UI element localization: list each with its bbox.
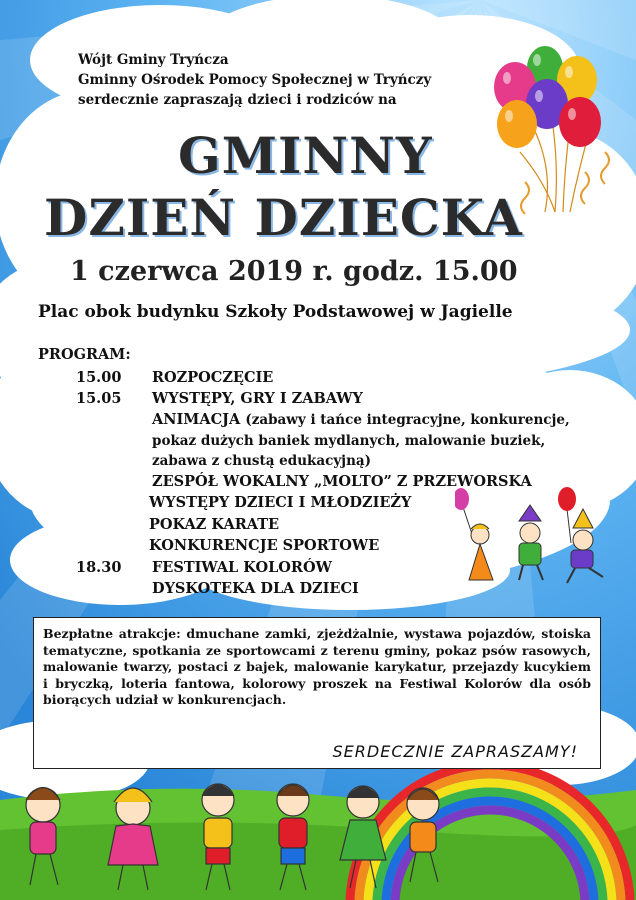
event-place: Plac obok budynku Szkoły Podstawowej w Jagielle <box>38 302 513 322</box>
title-line-1: GMINNY <box>178 126 433 185</box>
attractions-text: Bezpłatne atrakcje: dmuchane zamki, zjeżdżalnie, wystawa pojazdów, stoiska tematyczne, spotkania ze sportowcami z terenu gminy, pokaz psów rasowych, malowanie twarzy, postaci z bajek, malowanie karykatur, przejazdy kucykiem i bryczką, loteria fantowa, kolorowy proszek na Festiwal Kolorów dla osób biorących udział w konkurencjach. <box>43 626 591 708</box>
event-date: 1 czerwca 2019 r. godz. 15.00 <box>70 256 518 287</box>
program-item-games: WYSTĘPY, GRY I ZABAWY <box>152 390 363 407</box>
invitation-line: serdecznie zapraszają dzieci i rodziców na <box>78 92 397 108</box>
closing-invitation: SERDECZNIE ZAPRASZAMY! <box>332 742 578 761</box>
program-item-karate: POKAZ KARATE <box>149 516 280 533</box>
program-item-animation <box>152 411 570 428</box>
program-heading: PROGRAM: <box>38 346 131 363</box>
program-item-color-festival: FESTIWAL KOLORÓW <box>152 559 332 576</box>
animation-desc-2: pokaz dużych baniek mydlanych, malowanie buziek, <box>152 433 546 449</box>
program-item-youth-performances: WYSTĘPY DZIECI I MŁODZIEŻY <box>149 494 412 511</box>
dancing-kids-icon <box>8 770 448 900</box>
program-item-opening: ROZPOCZĘCIE <box>152 369 274 386</box>
program-time-3: 18.30 <box>76 559 122 576</box>
program-item-disco: DYSKOTEKA DLA DZIECI <box>152 580 359 597</box>
animation-desc-1: (zabawy i tańce integracyjne, konkurencje, <box>245 412 570 428</box>
program-time-1: 15.00 <box>76 369 122 386</box>
title-line-2: DZIEŃ DZIECKA <box>44 188 523 247</box>
organizer-line-2: Gminny Ośrodek Pomocy Społecznej w Tryńczy <box>78 72 432 88</box>
kids-with-balloons-icon <box>455 485 630 590</box>
attractions-box <box>33 617 601 769</box>
organizer-line-1: Wójt Gminy Tryńcza <box>78 52 229 68</box>
animation-title: ANIMACJA <box>152 411 241 428</box>
animation-desc-3: zabawa z chustą edukacyjną) <box>152 453 372 469</box>
program-item-sports: KONKURENCJE SPORTOWE <box>149 537 380 554</box>
program-time-2: 15.05 <box>76 390 122 407</box>
program-item-vocal-group: ZESPÓŁ WOKALNY „MOLTO” Z PRZEWORSKA <box>152 473 532 490</box>
